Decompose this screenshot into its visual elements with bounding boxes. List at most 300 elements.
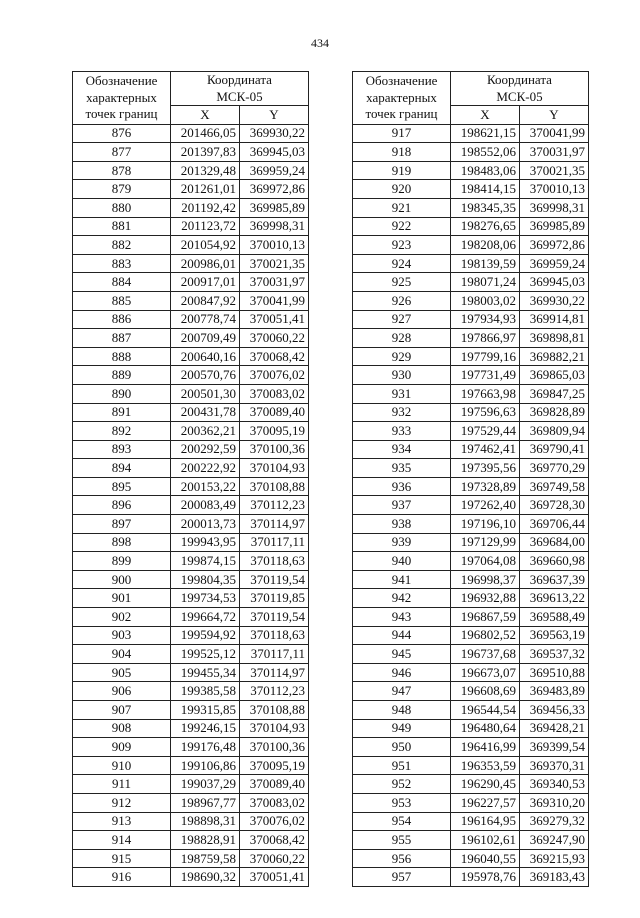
y-value: 369340,53 <box>520 775 589 794</box>
y-value: 370117,11 <box>240 533 309 552</box>
point-number: 904 <box>73 645 171 664</box>
x-value: 197129,99 <box>451 533 520 552</box>
point-number: 918 <box>353 143 451 162</box>
x-value: 200013,73 <box>171 515 240 534</box>
point-number: 916 <box>73 868 171 887</box>
y-value: 370060,22 <box>240 849 309 868</box>
table-row <box>73 440 309 459</box>
y-value: 370119,54 <box>240 608 309 627</box>
x-value: 197596,63 <box>451 403 520 422</box>
x-value: 197395,56 <box>451 459 520 478</box>
y-value: 370119,85 <box>240 589 309 608</box>
x-value: 198690,32 <box>171 868 240 887</box>
x-value: 201397,83 <box>171 143 240 162</box>
point-number: 908 <box>73 719 171 738</box>
x-value: 196353,59 <box>451 756 520 775</box>
y-value: 369563,19 <box>520 626 589 645</box>
point-number: 937 <box>353 496 451 515</box>
table-row <box>73 552 309 571</box>
x-value: 198414,15 <box>451 180 520 199</box>
point-number: 923 <box>353 236 451 255</box>
table-row <box>73 719 309 738</box>
point-number: 914 <box>73 831 171 850</box>
point-number: 880 <box>73 198 171 217</box>
point-number: 948 <box>353 701 451 720</box>
table-row <box>353 254 589 273</box>
left-table-body <box>73 124 309 886</box>
point-number: 913 <box>73 812 171 831</box>
y-value: 370083,02 <box>240 793 309 812</box>
point-number: 936 <box>353 477 451 496</box>
point-number: 934 <box>353 440 451 459</box>
point-number: 907 <box>73 701 171 720</box>
table-row <box>353 477 589 496</box>
x-value: 200570,76 <box>171 366 240 385</box>
x-value: 197529,44 <box>451 422 520 441</box>
x-value: 198759,58 <box>171 849 240 868</box>
x-value: 198345,35 <box>451 198 520 217</box>
point-number: 890 <box>73 384 171 403</box>
y-value: 369985,89 <box>240 198 309 217</box>
x-value: 197866,97 <box>451 329 520 348</box>
x-value: 199594,92 <box>171 626 240 645</box>
point-number: 910 <box>73 756 171 775</box>
x-value: 199037,29 <box>171 775 240 794</box>
x-value: 198276,65 <box>451 217 520 236</box>
point-number: 891 <box>73 403 171 422</box>
table-row <box>353 124 589 143</box>
table-row <box>73 663 309 682</box>
y-value: 370114,97 <box>240 663 309 682</box>
x-value: 197328,89 <box>451 477 520 496</box>
table-row <box>73 793 309 812</box>
point-number: 946 <box>353 663 451 682</box>
x-value: 200222,92 <box>171 459 240 478</box>
x-value: 199385,58 <box>171 682 240 701</box>
table-row <box>73 310 309 329</box>
point-number: 927 <box>353 310 451 329</box>
table-row <box>73 124 309 143</box>
y-value: 369728,30 <box>520 496 589 515</box>
table-row <box>353 812 589 831</box>
point-number: 897 <box>73 515 171 534</box>
x-header: X <box>171 106 240 125</box>
x-value: 201329,48 <box>171 161 240 180</box>
table-row <box>73 217 309 236</box>
table-row <box>353 273 589 292</box>
x-value: 199943,95 <box>171 533 240 552</box>
y-value: 369770,29 <box>520 459 589 478</box>
table-row <box>353 756 589 775</box>
y-value: 369247,90 <box>520 831 589 850</box>
x-value: 196802,52 <box>451 626 520 645</box>
table-row <box>353 738 589 757</box>
table-row <box>353 217 589 236</box>
y-value: 370083,02 <box>240 384 309 403</box>
table-row <box>353 496 589 515</box>
x-value: 196544,54 <box>451 701 520 720</box>
y-value: 369510,88 <box>520 663 589 682</box>
x-header: X <box>451 106 520 125</box>
point-number: 901 <box>73 589 171 608</box>
table-row <box>73 626 309 645</box>
x-value: 196102,61 <box>451 831 520 850</box>
point-number: 956 <box>353 849 451 868</box>
point-number: 957 <box>353 868 451 887</box>
table-row <box>353 440 589 459</box>
x-value: 195978,76 <box>451 868 520 887</box>
table-row <box>73 273 309 292</box>
x-value: 197799,16 <box>451 347 520 366</box>
table-row <box>353 329 589 348</box>
y-value: 369588,49 <box>520 608 589 627</box>
y-value: 369882,21 <box>520 347 589 366</box>
point-number: 877 <box>73 143 171 162</box>
y-value: 369183,43 <box>520 868 589 887</box>
table-row <box>73 143 309 162</box>
table-row <box>353 589 589 608</box>
x-value: 200292,59 <box>171 440 240 459</box>
x-value: 198621,15 <box>451 124 520 143</box>
x-value: 201054,92 <box>171 236 240 255</box>
table-row <box>73 477 309 496</box>
point-number: 931 <box>353 384 451 403</box>
table-row <box>73 589 309 608</box>
x-value: 196164,95 <box>451 812 520 831</box>
x-value: 199874,15 <box>171 552 240 571</box>
table-row <box>353 422 589 441</box>
point-label-header: Обозначение характерных точек границ <box>73 72 171 125</box>
x-value: 200153,22 <box>171 477 240 496</box>
point-number: 912 <box>73 793 171 812</box>
y-value: 369914,81 <box>520 310 589 329</box>
table-row <box>73 682 309 701</box>
y-value: 369945,03 <box>520 273 589 292</box>
table-row <box>353 459 589 478</box>
y-value: 369930,22 <box>240 124 309 143</box>
y-value: 370068,42 <box>240 347 309 366</box>
y-value: 369898,81 <box>520 329 589 348</box>
y-value: 370076,02 <box>240 812 309 831</box>
point-number: 954 <box>353 812 451 831</box>
x-value: 196480,64 <box>451 719 520 738</box>
point-number: 945 <box>353 645 451 664</box>
y-value: 370104,93 <box>240 459 309 478</box>
table-row <box>353 682 589 701</box>
table-row <box>353 161 589 180</box>
point-number: 951 <box>353 756 451 775</box>
x-value: 196290,45 <box>451 775 520 794</box>
table-row <box>73 291 309 310</box>
y-header: Y <box>240 106 309 125</box>
table-row <box>353 180 589 199</box>
point-number: 878 <box>73 161 171 180</box>
table-row <box>73 868 309 887</box>
table-row <box>353 663 589 682</box>
y-value: 369809,94 <box>520 422 589 441</box>
table-row <box>73 608 309 627</box>
point-number: 943 <box>353 608 451 627</box>
x-value: 201192,42 <box>171 198 240 217</box>
point-number: 879 <box>73 180 171 199</box>
x-value: 200917,01 <box>171 273 240 292</box>
y-value: 370095,19 <box>240 422 309 441</box>
table-row <box>73 347 309 366</box>
y-value: 370031,97 <box>240 273 309 292</box>
y-value: 370010,13 <box>240 236 309 255</box>
x-value: 198898,31 <box>171 812 240 831</box>
point-number: 952 <box>353 775 451 794</box>
table-row <box>73 812 309 831</box>
x-value: 201261,01 <box>171 180 240 199</box>
table-row <box>73 459 309 478</box>
point-number: 933 <box>353 422 451 441</box>
y-value: 369959,24 <box>240 161 309 180</box>
point-number: 941 <box>353 570 451 589</box>
x-value: 200083,49 <box>171 496 240 515</box>
y-value: 369637,39 <box>520 570 589 589</box>
right-table-body <box>353 124 589 886</box>
table-row <box>353 143 589 162</box>
x-value: 200362,21 <box>171 422 240 441</box>
point-number: 947 <box>353 682 451 701</box>
point-number: 924 <box>353 254 451 273</box>
y-value: 369930,22 <box>520 291 589 310</box>
y-value: 369972,86 <box>240 180 309 199</box>
x-value: 196737,68 <box>451 645 520 664</box>
y-value: 369972,86 <box>520 236 589 255</box>
table-row <box>73 422 309 441</box>
point-number: 938 <box>353 515 451 534</box>
table-row <box>73 756 309 775</box>
x-value: 199315,85 <box>171 701 240 720</box>
x-value: 197462,41 <box>451 440 520 459</box>
table-row <box>73 775 309 794</box>
table-row <box>353 366 589 385</box>
x-value: 200778,74 <box>171 310 240 329</box>
x-value: 200986,01 <box>171 254 240 273</box>
y-value: 370051,41 <box>240 310 309 329</box>
point-number: 899 <box>73 552 171 571</box>
y-value: 370108,88 <box>240 701 309 720</box>
point-number: 887 <box>73 329 171 348</box>
x-value: 197731,49 <box>451 366 520 385</box>
point-number: 925 <box>353 273 451 292</box>
point-label-header: Обозначение характерных точек границ <box>353 72 451 125</box>
table-row <box>353 626 589 645</box>
point-number: 902 <box>73 608 171 627</box>
x-value: 196673,07 <box>451 663 520 682</box>
point-number: 898 <box>73 533 171 552</box>
x-value: 197262,40 <box>451 496 520 515</box>
x-value: 197064,08 <box>451 552 520 571</box>
y-value: 370117,11 <box>240 645 309 664</box>
y-value: 370051,41 <box>240 868 309 887</box>
y-value: 369985,89 <box>520 217 589 236</box>
y-value: 369959,24 <box>520 254 589 273</box>
x-value: 196040,55 <box>451 849 520 868</box>
x-value: 199455,34 <box>171 663 240 682</box>
page-number: 434 <box>311 36 329 50</box>
point-number: 885 <box>73 291 171 310</box>
table-row <box>73 849 309 868</box>
table-row <box>73 180 309 199</box>
y-value: 370021,35 <box>520 161 589 180</box>
x-value: 196227,57 <box>451 793 520 812</box>
point-number: 932 <box>353 403 451 422</box>
y-value: 369865,03 <box>520 366 589 385</box>
coordinate-header: Координата МСК-05 <box>451 72 589 106</box>
y-value: 369483,89 <box>520 682 589 701</box>
point-number: 942 <box>353 589 451 608</box>
x-value: 196416,99 <box>451 738 520 757</box>
table-row <box>73 533 309 552</box>
point-number: 917 <box>353 124 451 143</box>
x-value: 200640,16 <box>171 347 240 366</box>
x-value: 199106,86 <box>171 756 240 775</box>
y-value: 369428,21 <box>520 719 589 738</box>
x-value: 199804,35 <box>171 570 240 589</box>
x-value: 198003,02 <box>451 291 520 310</box>
y-value: 369828,89 <box>520 403 589 422</box>
x-value: 201466,05 <box>171 124 240 143</box>
point-number: 939 <box>353 533 451 552</box>
point-number: 883 <box>73 254 171 273</box>
y-value: 370068,42 <box>240 831 309 850</box>
table-row <box>353 403 589 422</box>
table-row <box>353 849 589 868</box>
x-value: 198828,91 <box>171 831 240 850</box>
x-value: 198483,06 <box>451 161 520 180</box>
point-number: 882 <box>73 236 171 255</box>
y-value: 370114,97 <box>240 515 309 534</box>
point-number: 876 <box>73 124 171 143</box>
point-number: 953 <box>353 793 451 812</box>
x-value: 199246,15 <box>171 719 240 738</box>
y-value: 369998,31 <box>520 198 589 217</box>
x-value: 197196,10 <box>451 515 520 534</box>
x-value: 198552,06 <box>451 143 520 162</box>
table-row <box>73 198 309 217</box>
table-row <box>73 515 309 534</box>
y-value: 370112,23 <box>240 496 309 515</box>
point-number: 930 <box>353 366 451 385</box>
point-number: 900 <box>73 570 171 589</box>
y-value: 369749,58 <box>520 477 589 496</box>
point-number: 949 <box>353 719 451 738</box>
x-value: 198139,59 <box>451 254 520 273</box>
point-number: 884 <box>73 273 171 292</box>
point-number: 905 <box>73 663 171 682</box>
table-row <box>353 570 589 589</box>
x-value: 197663,98 <box>451 384 520 403</box>
point-number: 895 <box>73 477 171 496</box>
table-row <box>73 254 309 273</box>
point-number: 886 <box>73 310 171 329</box>
table-row <box>353 831 589 850</box>
point-number: 889 <box>73 366 171 385</box>
point-number: 955 <box>353 831 451 850</box>
x-value: 197934,93 <box>451 310 520 329</box>
y-header: Y <box>520 106 589 125</box>
table-row <box>73 570 309 589</box>
table-row <box>353 533 589 552</box>
table-row <box>353 701 589 720</box>
point-number: 935 <box>353 459 451 478</box>
point-number: 940 <box>353 552 451 571</box>
point-number: 915 <box>73 849 171 868</box>
x-value: 199734,53 <box>171 589 240 608</box>
coordinates-table-right <box>352 71 589 887</box>
x-value: 201123,72 <box>171 217 240 236</box>
table-row <box>73 403 309 422</box>
y-value: 369456,33 <box>520 701 589 720</box>
table-row <box>353 793 589 812</box>
y-value: 369215,93 <box>520 849 589 868</box>
y-value: 369310,20 <box>520 793 589 812</box>
y-value: 370100,36 <box>240 440 309 459</box>
table-row <box>73 366 309 385</box>
x-value: 200431,78 <box>171 403 240 422</box>
y-value: 369945,03 <box>240 143 309 162</box>
point-number: 893 <box>73 440 171 459</box>
table-row <box>353 868 589 887</box>
point-number: 921 <box>353 198 451 217</box>
table-row <box>73 496 309 515</box>
y-value: 370021,35 <box>240 254 309 273</box>
y-value: 369399,54 <box>520 738 589 757</box>
point-number: 911 <box>73 775 171 794</box>
x-value: 200847,92 <box>171 291 240 310</box>
point-number: 903 <box>73 626 171 645</box>
table-row <box>353 645 589 664</box>
table-row <box>73 161 309 180</box>
table-row <box>353 347 589 366</box>
point-number: 926 <box>353 291 451 310</box>
y-value: 370118,63 <box>240 552 309 571</box>
point-number: 894 <box>73 459 171 478</box>
table-row <box>353 608 589 627</box>
y-value: 370095,19 <box>240 756 309 775</box>
table-row <box>73 738 309 757</box>
point-number: 896 <box>73 496 171 515</box>
coordinate-header: Координата МСК-05 <box>171 72 309 106</box>
table-row <box>73 645 309 664</box>
table-row <box>73 329 309 348</box>
y-value: 370041,99 <box>520 124 589 143</box>
y-value: 369660,98 <box>520 552 589 571</box>
point-number: 892 <box>73 422 171 441</box>
point-number: 922 <box>353 217 451 236</box>
x-value: 199176,48 <box>171 738 240 757</box>
y-value: 369998,31 <box>240 217 309 236</box>
table-row <box>353 384 589 403</box>
y-value: 370076,02 <box>240 366 309 385</box>
x-value: 199525,12 <box>171 645 240 664</box>
table-row <box>353 310 589 329</box>
table-row <box>73 701 309 720</box>
x-value: 200709,49 <box>171 329 240 348</box>
x-value: 198071,24 <box>451 273 520 292</box>
point-number: 906 <box>73 682 171 701</box>
y-value: 370031,97 <box>520 143 589 162</box>
y-value: 369279,32 <box>520 812 589 831</box>
x-value: 196867,59 <box>451 608 520 627</box>
y-value: 370010,13 <box>520 180 589 199</box>
x-value: 196932,88 <box>451 589 520 608</box>
table-row <box>353 515 589 534</box>
x-value: 199664,72 <box>171 608 240 627</box>
